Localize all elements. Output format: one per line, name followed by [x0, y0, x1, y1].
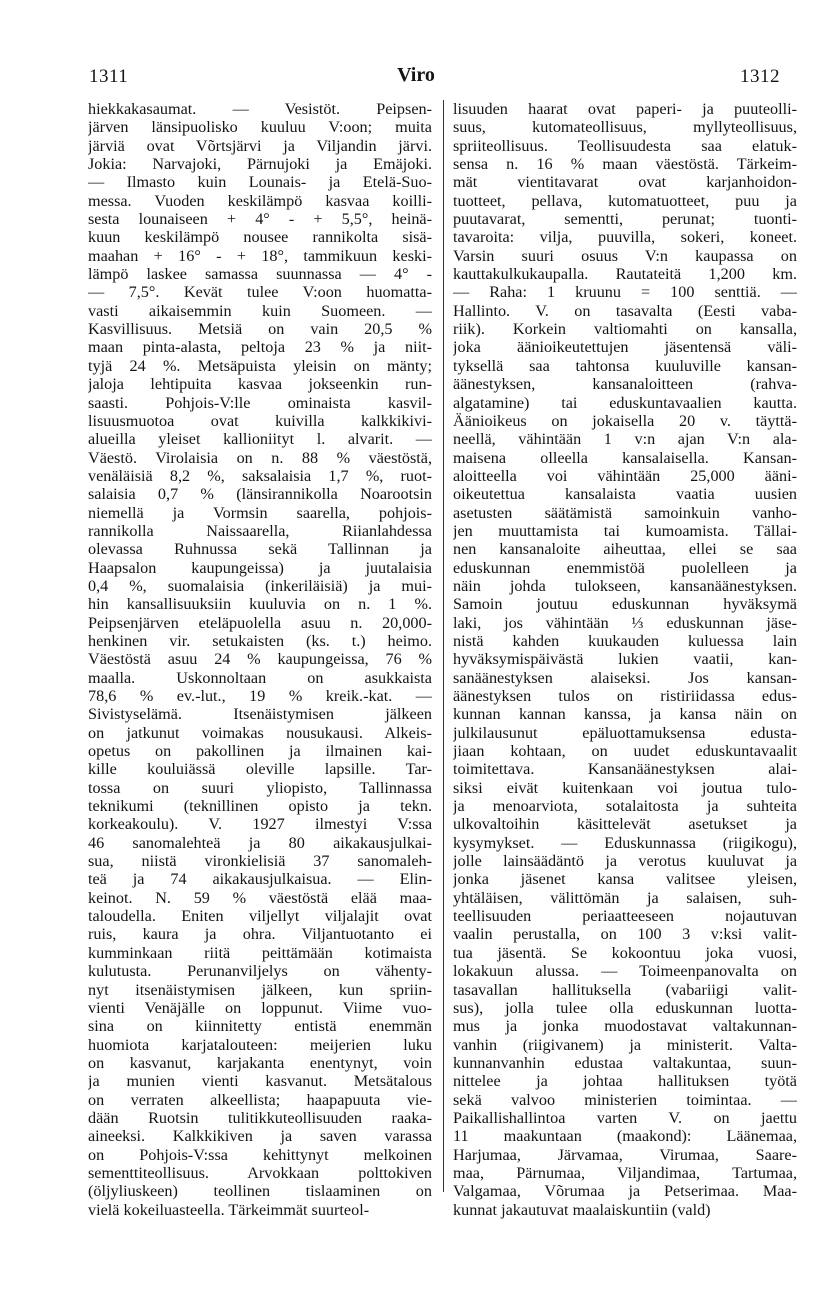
text-line: teellisuuden periaatteeseen nojautuvan [453, 907, 797, 926]
text-line: niemellä ja Vormsin saarella, pohjois- [88, 503, 432, 522]
text-line: äänestyksen, kansanaloitteen (rahva- [453, 375, 797, 394]
text-line: joka äänioikeutettujen jäsentensä väli- [453, 338, 797, 357]
page-number-right: 1312 [740, 66, 780, 87]
text-line: dään Ruotsin tulitikkuteollisuuden raaka- [88, 1108, 432, 1127]
text-line: on Pohjois-V:ssa kehittynyt melkoinen [88, 1145, 432, 1164]
text-line: lokakuun alussa. — Toimeenpanovalta on [453, 962, 797, 981]
text-line: 11 maakuntaan (maakond): Läänemaa, [453, 1127, 797, 1146]
text-line: venäläisiä 8,2 %, saksalaisia 1,7 %, ruot- [88, 466, 432, 485]
text-line: teknikumi (teknillinen opisto ja tekn. [88, 797, 432, 816]
text-line: kauttakulkukaupalla. Rautateitä 1,200 km. [453, 265, 797, 284]
text-line: korkeakoulu). V. 1927 ilmestyi V:ssa [88, 815, 432, 834]
text-line: tossa on suuri yliopisto, Tallinnassa [88, 778, 432, 797]
text-line: teä ja 74 aikakausjulkaisua. — Elin- [88, 870, 432, 889]
text-line: saasti. Pohjois-V:lle ominaista kasvil- [88, 393, 432, 412]
text-line: Samoin joutuu eduskunnan hyväksymä [453, 595, 797, 614]
text-line: kulutusta. Perunanviljelys on vähenty- [88, 962, 432, 981]
text-line: sesta lounaiseen + 4° - + 5,5°, heinä- [88, 210, 432, 229]
text-line: jaloja lehtipuita kasvaa jokseenkin run- [88, 375, 432, 394]
text-line: 46 sanomalehteä ja 80 aikakausjulkai- [88, 833, 432, 852]
text-line: sina on kiinnitetty entistä enemmän [88, 1017, 432, 1036]
text-line: sekä valvoo ministerien toimintaa. — [453, 1090, 797, 1109]
text-line: asetusten säätämistä samoinkuin vanho- [453, 503, 797, 522]
text-line: nittelee ja johtaa hallituksen työtä [453, 1072, 797, 1091]
text-line: Väestöstä asuu 24 % kaupungeissa, 76 % [88, 650, 432, 669]
text-line: on kasvanut, karjakanta enentynyt, voin [88, 1053, 432, 1072]
text-line: rannikolla Naissaarella, Riianlahdessa [88, 521, 432, 540]
text-line: olevassa Ruhnussa sekä Tallinnan ja [88, 540, 432, 559]
running-headword: Viro [397, 64, 435, 86]
text-line: sus), jolla tulee olla eduskunnan luotta- [453, 998, 797, 1017]
text-line: järven länsipuolisko kuuluu V:oon; muita [88, 118, 432, 137]
text-line: vaalin perustalla, on 100 3 v:ksi valit- [453, 925, 797, 944]
text-line: sementtiteollisuus. Arvokkaan polttokiven [88, 1163, 432, 1182]
text-line: hyväksymispäivästä lukien vaatii, kan- [453, 650, 797, 669]
text-line: vienti Venäjälle on loppunut. Viime vuo- [88, 998, 432, 1017]
text-line: Sivistyselämä. Itsenäistymisen jälkeen [88, 705, 432, 724]
text-line: kysymykset. — Eduskunnassa (riigikogu), [453, 833, 797, 852]
text-line: vasti aikaisemmin kuin Suomeen. — [88, 301, 432, 320]
text-line: — Raha: 1 kruunu = 100 senttiä. — [453, 283, 797, 302]
text-line: kunnan kannan kanssa, ja kansa näin on [453, 705, 797, 724]
text-line: yhtäläisen, välittömän ja salaisen, suh- [453, 888, 797, 907]
text-line: vanhin (riigivanem) ja ministerit. Valta- [453, 1035, 797, 1054]
text-line: nistä kahden kuukauden kuluessa lain [453, 631, 797, 650]
text-line: ulkovaltoihin käsittelevät asetukset ja [453, 815, 797, 834]
text-line: Jokia: Narvajoki, Pärnujoki ja Emäjoki. [88, 155, 432, 174]
column-divider [443, 100, 444, 1192]
text-line: keinot. N. 59 % väestöstä elää maa- [88, 888, 432, 907]
text-line: riik). Korkein valtiomahti on kansalla, [453, 320, 797, 339]
text-line: opetus on pakollinen ja ilmainen kai- [88, 742, 432, 761]
text-line: puutavarat, sementti, perunat; tuonti- [453, 210, 797, 229]
text-line: messa. Vuoden keskilämpö kasvaa koilli- [88, 191, 432, 210]
text-line: 78,6 % ev.-lut., 19 % kreik.-kat. — [88, 687, 432, 705]
page-number-left: 1311 [89, 66, 129, 87]
text-line: Hallinto. V. on tasavalta (Eesti vaba- [453, 301, 797, 320]
text-line: aineeksi. Kalkkikiven ja saven varassa [88, 1127, 432, 1146]
text-line: suus, kutomateollisuus, myllyteollisuus, [453, 118, 797, 137]
text-line: maahan + 16° - + 18°, tammikuun keski- [88, 246, 432, 265]
text-line: nyt itsenäistymisen jälkeen, kun spriin- [88, 980, 432, 999]
text-line: nen kansanaloite aiheuttaa, ellei se saa [453, 540, 797, 559]
text-line: tua jäsentä. Se kokoontuu joka vuosi, [453, 943, 797, 962]
text-line: jen muuttamista tai kumoamista. Tällai- [453, 521, 797, 540]
text-line: tasavallan hallituksella (vabariigi valit- [453, 980, 797, 999]
text-line: sensa n. 16 % maan väestöstä. Tärkeim- [453, 155, 797, 174]
text-line: vielä kokeiluasteella. Tärkeimmät suurteol- [88, 1200, 370, 1219]
text-line: taloudella. Eniten viljellyt viljalajit ovat [88, 907, 432, 926]
page-header [0, 62, 832, 92]
text-line: spriiteollisuus. Teollisuudesta saa elatuk- [453, 136, 797, 155]
text-line: huomiota karjatalouteen: meijerien luku [88, 1035, 432, 1054]
text-line: julkilausunut epäluottamuksensa edusta- [453, 723, 797, 742]
text-line: algatamine) tai eduskuntavaalien kautta. [453, 393, 797, 412]
text-line: Varsin suuri osuus V:n kaupassa on [453, 246, 797, 265]
text-line: Harjumaa, Järvamaa, Virumaa, Saare- [453, 1145, 797, 1164]
text-column-right [453, 100, 797, 1219]
text-line: Valgamaa, Võrumaa ja Petserimaa. Maa- [453, 1182, 797, 1201]
text-line: oikeutettua kansalaista vaatia uusien [453, 485, 797, 504]
text-line: salaisia 0,7 % (länsirannikolla Noarootsin [88, 485, 432, 504]
text-line: (öljyliuskeen) teollinen tislaaminen on [88, 1182, 432, 1201]
text-line: ruis, kaura ja ohra. Viljantuotanto ei [88, 925, 432, 944]
text-line: neellä, vähintään 1 v:n ajan V:n ala- [453, 430, 797, 449]
text-line: maa, Pärnumaa, Viljandimaa, Tartumaa, [453, 1163, 797, 1182]
text-line: jiaan kohtaan, on uudet eduskuntavaalit [453, 742, 797, 761]
text-line: äänestyksen tulos on ristiriidassa edus- [453, 687, 797, 705]
text-line: tyksellä saa tahtonsa kuuluville kansan- [453, 356, 797, 375]
text-line: Väestö. Virolaisia on n. 88 % väestöstä, [88, 448, 432, 467]
text-line: 0,4 %, suomalaisia (inkeriläisiä) ja mui- [88, 576, 432, 595]
text-line: henkinen vir. setukaisten (ks. t.) heimo. [88, 631, 432, 650]
text-line: aloitteella voi vähintään 25,000 ääni- [453, 466, 797, 485]
text-line: järviä ovat Võrtsjärvi ja Viljandin järvi. [88, 136, 432, 155]
text-line: Haapsalon kaupungeissa) ja juutalaisia [88, 558, 432, 577]
text-line: hin kansallisuuksiin kuuluvia on n. 1 %. [88, 595, 432, 614]
text-line: maisena olleella kansalaisella. Kansan- [453, 448, 797, 467]
text-line: lisuuden haarat ovat paperi- ja puuteolli- [453, 100, 797, 118]
text-line: maalla. Uskonnoltaan on asukkaista [88, 668, 432, 687]
text-line: hiekkakasaumat. — Vesistöt. Peipsen- [88, 100, 432, 118]
text-line: ja munien vienti kasvanut. Metsätalous [88, 1072, 432, 1091]
text-line: alueilla yleiset kallioniityt l. alvarit. — [88, 430, 432, 449]
text-line: eduskunnan enemmistöä puolelleen ja [453, 558, 797, 577]
text-line: on jatkunut voimakas nousukausi. Alkeis- [88, 723, 432, 742]
text-line: Peipsenjärven eteläpuolella asuu n. 20,000- [88, 613, 432, 632]
text-line: — 7,5°. Kevät tulee V:oon huomatta- [88, 283, 432, 302]
text-line: ja menoarviota, sotalaitosta ja suhteita [453, 797, 797, 816]
text-line: jolle lainsäädäntö ja verotus kuuluvat ja [453, 852, 797, 871]
text-line: kille kouluiässä oleville lapsille. Tar- [88, 760, 432, 779]
text-line: Kasvillisuus. Metsiä on vain 20,5 % [88, 320, 432, 339]
text-line: mät vientitavarat ovat karjanhoidon- [453, 173, 797, 192]
text-line: toimitettava. Kansanäänestyksen alai- [453, 760, 797, 779]
text-line: tavaroita: vilja, puuvilla, sokeri, koneet. [453, 228, 797, 247]
text-line: on verraten alkeellista; haapapuuta vie- [88, 1090, 432, 1109]
text-line: kumminkaan riitä peittämään kotimaista [88, 943, 432, 962]
text-line: siksi eivät kuitenkaan voi joutua tulo- [453, 778, 797, 797]
text-line: — Ilmasto kuin Lounais- ja Etelä-Suo- [88, 173, 432, 192]
text-line: tuotteet, pellava, kutomatuotteet, puu ja [453, 191, 797, 210]
text-line: näin johda tulokseen, kansanäänestyksen. [453, 576, 797, 595]
text-column-left [88, 100, 432, 1219]
text-line: mus ja jonka muodostavat valtakunnan- [453, 1017, 797, 1036]
text-line: Paikallishallintoa varten V. on jaettu [453, 1108, 797, 1127]
text-line: sanäänestyksen alaiseksi. Jos kansan- [453, 668, 797, 687]
text-line: laki, jos vähintään ⅓ eduskunnan jäse- [453, 613, 797, 632]
text-line: lisuusmuotoa ovat kuivilla kalkkikivi- [88, 411, 432, 430]
text-line: Äänioikeus on jokaisella 20 v. täyttä- [453, 411, 797, 430]
text-line: lämpö laskee samassa suunnassa — 4° - [88, 265, 432, 284]
text-line: kunnat jakautuvat maalaiskuntiin (vald) [453, 1200, 711, 1219]
text-line: kunnanvanhin edustaa valtakuntaa, suun- [453, 1053, 797, 1072]
text-line: sua, niistä vironkielisiä 37 sanomaleh- [88, 852, 432, 871]
text-line: kuun keskilämpö nousee rannikolta sisä- [88, 228, 432, 247]
text-line: tyjä 24 %. Metsäpuista yleisin on mänty; [88, 356, 432, 375]
text-line: jonka jäsenet kansa valitsee yleisen, [453, 870, 797, 889]
text-line: maan pinta-alasta, peltoja 23 % ja niit- [88, 338, 432, 357]
